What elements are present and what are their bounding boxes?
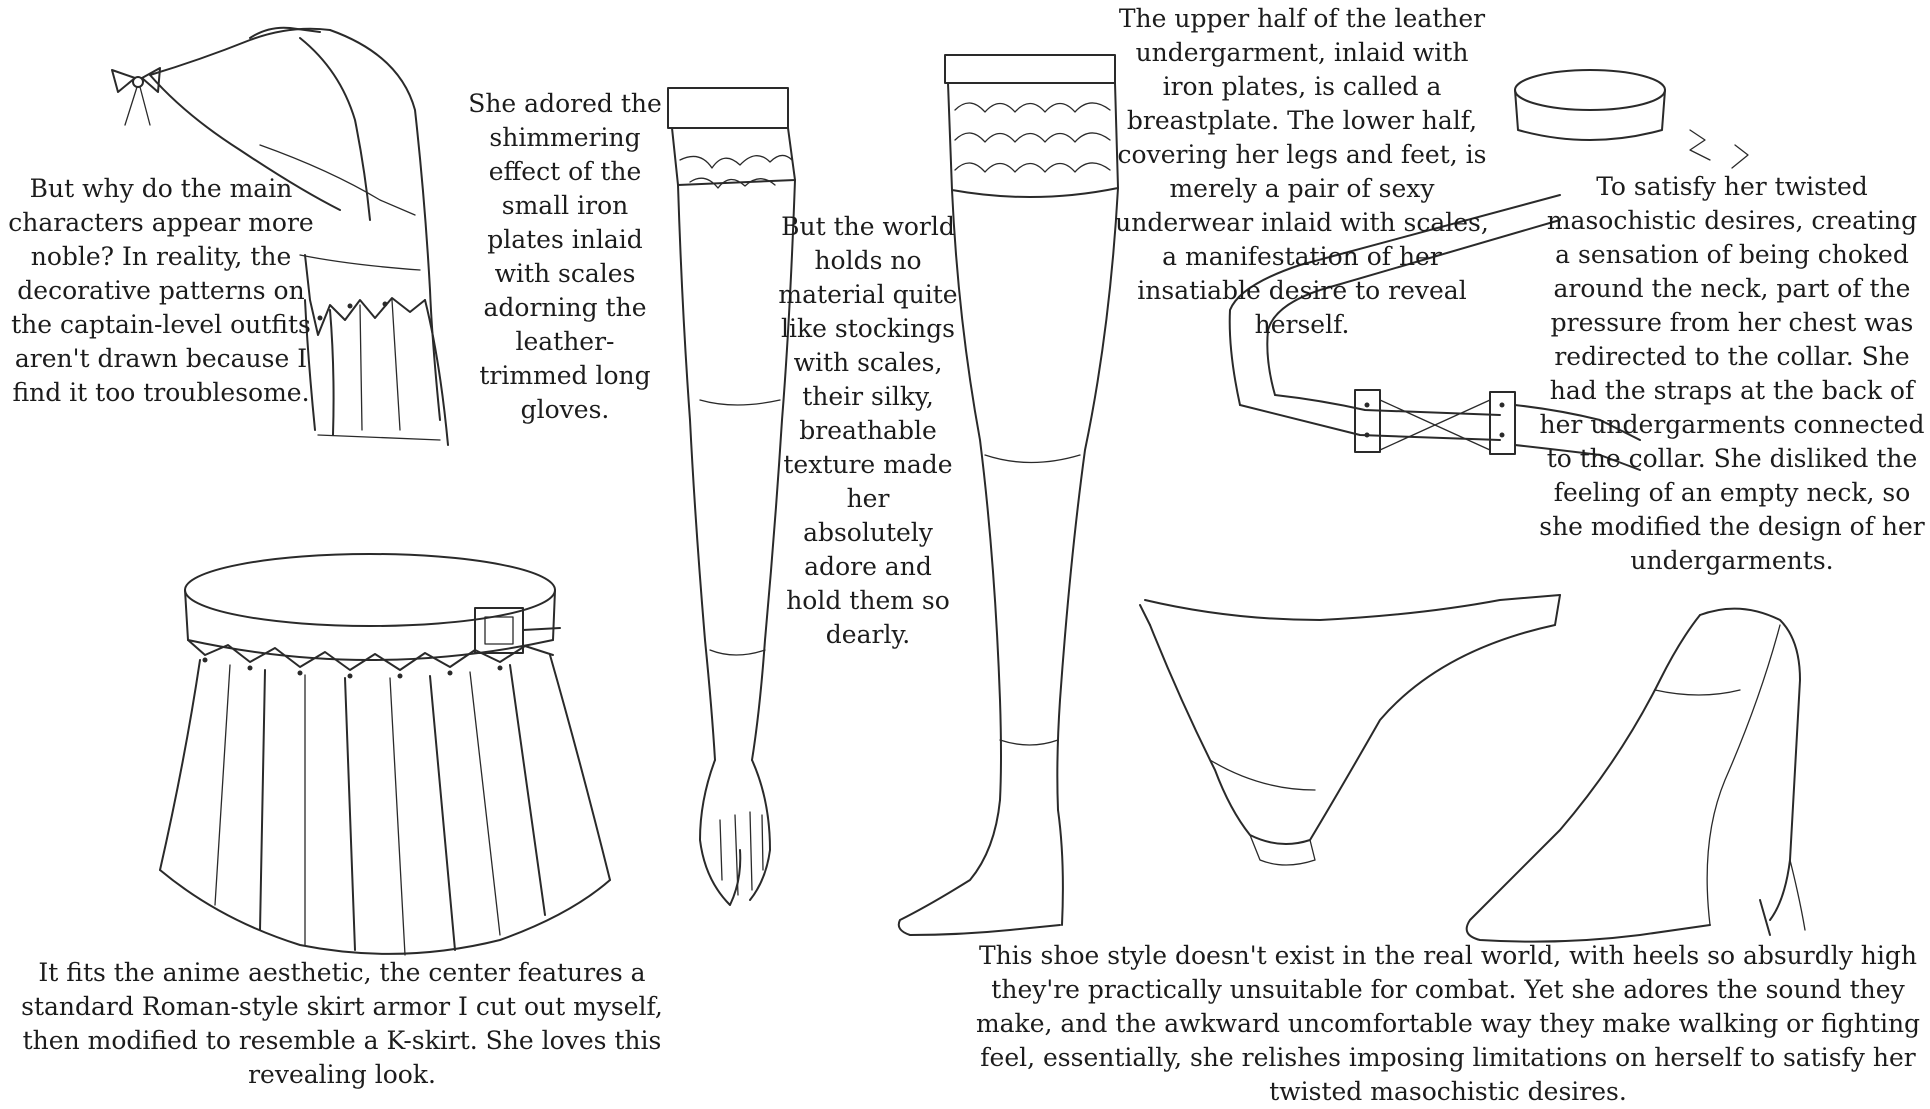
glove-annotation: She adored the shimmering effect of the small iron plates inlaid with scales adorning the leather-trimmed long gloves.: [468, 89, 662, 424]
skirt-front-sketch: [160, 554, 610, 955]
skirt-front-annotation: It fits the anime aesthetic, the center features a standard Roman-style skirt armor I cut out myself, then modified to resemble a K-skirt. She loves this revealing look.: [21, 958, 663, 1089]
glove-sketch: [668, 88, 795, 905]
collar-annotation: To satisfy her twisted masochistic desires, creating a sensation of being choked around the neck, part of the pressure from her chest was redirected to the collar. She had the straps at the back of her undergarments connected to the collar. She disliked the feeling of an empty neck, so she modified the design of her undergarments.: [1539, 172, 1925, 575]
skirt-side-annotation: But why do the main characters appear more noble? In reality, the decorative patterns on the captain-level outfits aren't drawn because I find it too troublesome.: [8, 174, 314, 407]
undergarment-annotation: The upper half of the leather undergarment, inlaid with iron plates, is called a breastplate. The lower half, covering her legs and feet, is merely a pair of sexy underwear inlaid with scales, a manifestation of her insatiable desire to reveal herself.: [1115, 4, 1489, 339]
stocking-annotation: But the world holds no material quite like stockings with scales, their silky, breathable texture made her absolutely adore and hold them so dearly.: [778, 212, 958, 649]
high-heel-sketch: [1467, 609, 1805, 942]
shoe-annotation: This shoe style doesn't exist in the real world, with heels so absurdly high they're practically unsuitable for combat. Yet she adores the sound they make, and the awkward uncomfortable way they make walking or fighting feel, essentially, she relishes imposing limitations on herself to satisfy her twisted masochistic desires.: [975, 941, 1921, 1106]
underwear-sketch: [1140, 595, 1560, 865]
